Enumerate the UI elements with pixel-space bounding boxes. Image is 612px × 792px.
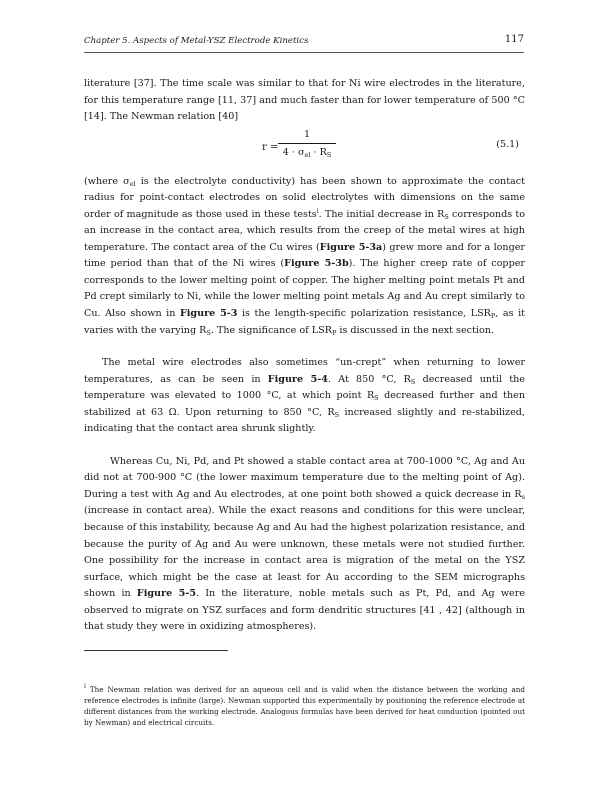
equation-fraction: [278, 129, 336, 159]
paragraph-3: The metal wire electrodes also sometimes “un-crept” when returning to lower temperatures, as can be seen in Figure 5-4. At 850 °C, $R_S$ decreased until the temperature was elevated to 1000 °C, at which point $R_S$ decreased further and then stabilized at 63 Ω. Upon returning to 850 °C, $R_S$ increased slightly and re-stabilized, indicating that the contact area shrunk slightly.: [84, 357, 525, 435]
equation-denominator: $4 \cdot \sigma_{el} \cdot R_S$: [282, 146, 332, 159]
figure-ref: Figure 5-5: [136, 588, 196, 600]
running-header: [84, 34, 524, 50]
equation-number: (5.1): [496, 138, 519, 150]
figure-ref: Figure 5-4: [267, 373, 328, 385]
footnote-marker: i: [84, 683, 86, 690]
equation-5-1: [84, 128, 525, 168]
footnote-rule: [84, 650, 228, 651]
body-text: [84, 76, 525, 636]
figure-ref: Figure 5-3b: [284, 258, 349, 270]
paragraph-4: Whereas Cu, Ni, Pd, and Pt showed a stable contact area at 700-1000 °C, Ag and Au did not at 700-900 °C (the lower maximum temperature due to the melting point of Ag). During a test with Ag and Au electrodes, at one point both showed a quick decrease in $R_s$ (increase in contact area). While the exact reasons and conditions for this were unclear, because of this instability, because Ag and Au had the highest polarization resistance, and because the purity of Ag and Au were unknown, these metals were not studied further. One possibility for the increase in contact area is migration of the metal on the YSZ surface, which might be the case at least for Au according to the SEM micrographs shown in Figure 5-5. In the literature, noble metals such as Pt, Pd, and Ag were observed to migrate on YSZ surfaces and form dendritic structures [41 , 42] (although in that study they were in oxidizing atmospheres).: [84, 455, 525, 633]
header-rule: [84, 52, 524, 53]
equation-numerator: 1: [303, 128, 311, 140]
figure-ref: Figure 5-3: [179, 308, 238, 320]
page-number: 117: [504, 34, 524, 45]
footnote-ref: i: [316, 207, 319, 215]
paragraph-1: literature [37]. The time scale was similar to that for Ni wire electrodes in the literature, for this temperature range [11, 37] and much faster than for lower temperature of 500 °C [14]. The Newman relation [40]: [84, 78, 525, 123]
paragraph-2: (where $\sigma_{el}$ is the electrolyte conductivity) has been shown to approximate the contact radius for point-contact electrodes on solid electrolytes with dimensions on the same order of magnitude as those used in these tests$^i$. The initial decrease in $R_S$ corresponds to an increase in the contact area, which results from the creep of the metal wires at high temperature. The contact area of the Cu wires (Figure 5-3a) grew more and for a longer time period than that of the Ni wires (Figure 5-3b). The higher creep rate of copper corresponds to the lower melting point of copper. The higher melting point metals Pt and Pd crept similarly to Ni, while the lower melting point metals Ag and Au crept similarly to Cu. Also shown in Figure 5-3 is the length-specific polarization resistance, $LSR_P$, as it varies with the varying $R_S$. The significance of $LSR_P$ is discussed in the next section.: [84, 175, 526, 337]
fraction-bar: [278, 143, 336, 144]
equation-lhs: r =: [262, 141, 279, 153]
footnote: $^i$ The Newman relation was derived for an aqueous cell and is valid when the distance between the working and reference electrodes is infinite (large). Newman supported this experimentally by positioning the reference electrode at different distances from the working electrode. Analogous formulas have been derived for heat conduction (pointed out by Newman) and electrical circuits.: [84, 683, 525, 727]
figure-ref: Figure 5-3a: [319, 241, 383, 253]
chapter-title: Chapter 5. Aspects of Metal-YSZ Electrode Kinetics: [84, 36, 309, 46]
